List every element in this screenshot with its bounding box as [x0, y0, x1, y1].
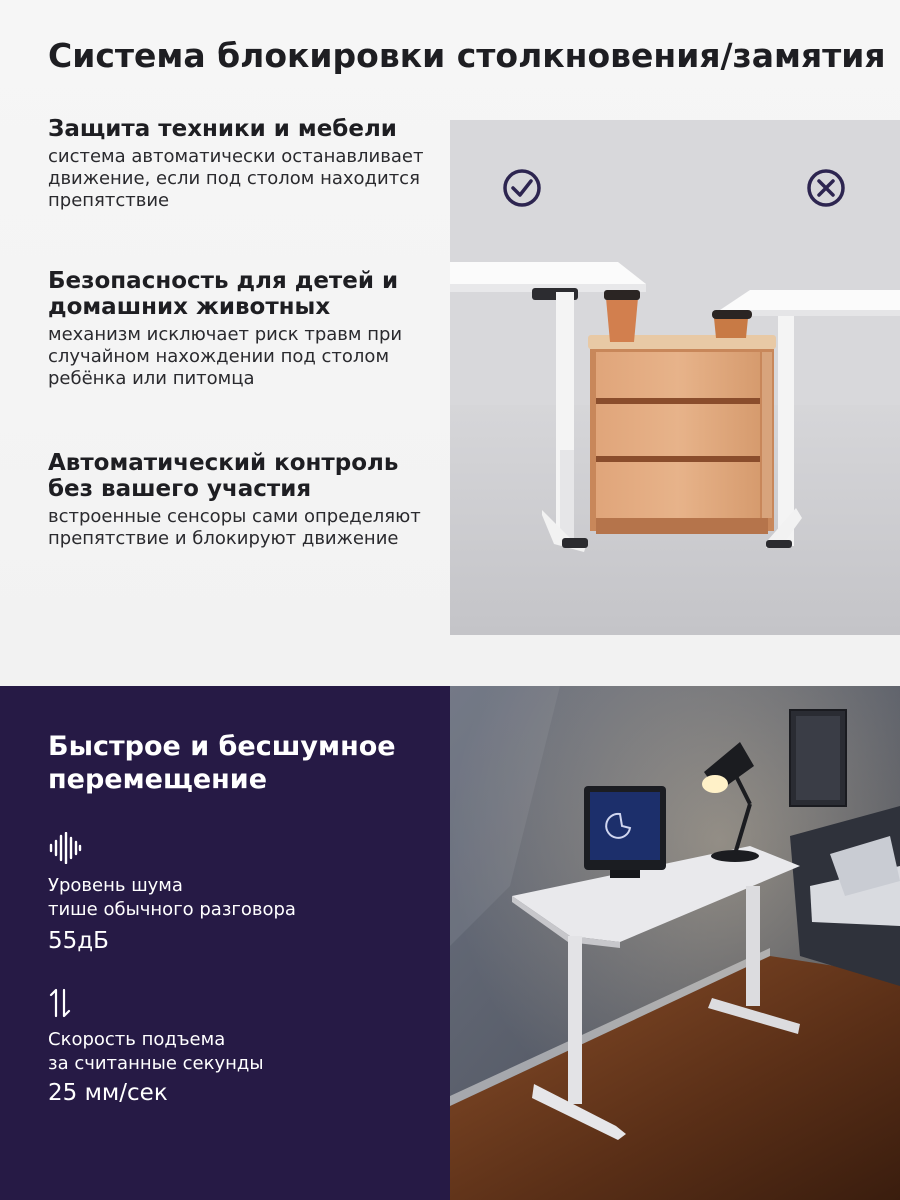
speed-section-title: Быстрое и бесшумное перемещение [48, 731, 396, 795]
sound-wave-icon [48, 832, 82, 868]
anti-collision-illustration [450, 120, 900, 635]
feature-text: встроенные сенсоры сами определяют препятствие и блокируют движение [48, 506, 421, 549]
page-title: Система блокировки столкновения/замятия [48, 36, 886, 75]
noise-label: Уровень шума тише обычного разговора [48, 875, 296, 920]
feature-child-safety [48, 268, 438, 390]
feature-text: механизм исключает риск травм при случайном нахождении под столом ребёнка или питомца [48, 324, 403, 389]
room-desk-illustration [450, 686, 900, 1200]
feature-equipment-protection [48, 116, 438, 212]
feature-title: Автоматический контроль без вашего участия [48, 450, 399, 502]
up-down-arrows-icon [48, 986, 72, 1024]
anti-collision-photo [450, 120, 900, 635]
noise-value: 55дБ [48, 928, 109, 954]
room-desk-photo [450, 686, 900, 1200]
speed-value: 25 мм/сек [48, 1080, 168, 1106]
feature-title: Защита техники и мебели [48, 116, 397, 142]
feature-text: система автоматически останавливает движение, если под столом находится препятствие [48, 146, 424, 211]
speed-label: Скорость подъема за считанные секунды [48, 1029, 264, 1074]
feature-auto-control [48, 450, 438, 550]
feature-title: Безопасность для детей и домашних животных [48, 268, 399, 320]
